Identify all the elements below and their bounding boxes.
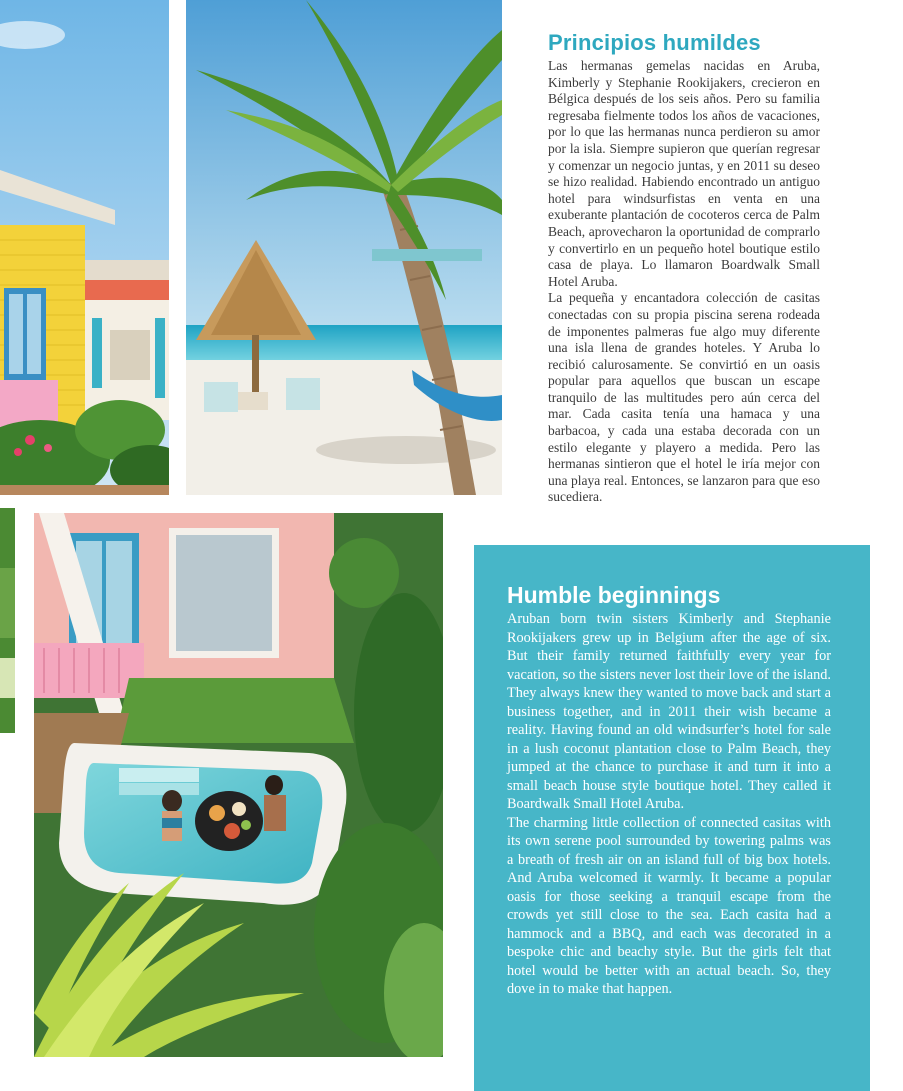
spanish-article <box>548 30 820 506</box>
english-heading: Humble beginnings <box>507 582 721 608</box>
beach-palm-photo <box>186 0 502 495</box>
english-paragraph-1: Aruban born twin sisters Kimberly and Stephanie Rookijakers grew up in Belgium after the age of six. But their family returned faithfully every year for vacation, so the sisters never lost their love of the island. They always knew they wanted to move back and start a business together, and in 2011 their wish became a reality. Having found an old windsurfer’s hotel for sale in a lush coconut plantation close to Palm Beach, they jumped at the chance to purchase it and turn it into a small beach house style boutique hotel. They called it Boardwalk Small Hotel Aruba. <box>507 611 831 812</box>
pool-photo <box>34 513 443 1057</box>
garden-strip-photo <box>0 508 15 733</box>
spanish-paragraph-2: La pequeña y encantadora colección de casitas conectadas con su propia piscina serena rodeada de imponentes palmeras fue algo muy diferente una isla llena de grandes hoteles. Y Aruba lo recibió calurosamente. Se convirtió en un oasis popular para aquellos que buscan un escape tranquilo de las multitudes pero aún cerca del mar. Cada casita tenía una hamaca y una barbacoa, y cada una estaba decorada con un estilo elegante y playero a medida. Pero las hermanas sintieron que el hotel le iría mejor con una playa real. Entonces, se lanzaron para que eso sucediera. <box>548 290 820 505</box>
spanish-heading: Principios humildes <box>548 30 761 55</box>
english-text-box <box>474 545 870 1091</box>
english-article <box>507 582 831 999</box>
english-paragraph-2: The charming little collection of connected casitas with its own serene pool surrounded by towering palms was a breath of fresh air on an island full of big box hotels. And Aruba welcomed it warmly. It became a popular oasis for those seeking a tranquil escape from the crowds yet still close to the sea. Each casita had a hammock and a BBQ, and each was decorated in a bespoke chic and beachy style. But the girls felt that hotel would be better with an actual beach. So, they dove in to make that happen. <box>507 814 831 997</box>
spanish-paragraph-1: Las hermanas gemelas nacidas en Aruba, Kimberly y Stephanie Rookijakers, crecieron en Bélgica después de los seis años. Pero su familia regresaba fielmente todos los años de vacaciones, por lo que las hermanas nunca perdieron su amor por la isla. Siempre supieron que querían regresar y comenzar un negocio juntas, y en 2011 su deseo se hizo realidad. Habiendo encontrado un antiguo hotel para windsurfistas en venta en una exuberante plantación de cocoteros cerca de Palm Beach, aprovecharon la oportunidad de comprarlo y convertirlo en un pequeño hotel boutique estilo casa de playa. Lo llamaron Boardwalk Small Hotel Aruba. <box>548 58 820 289</box>
casita-photo <box>0 0 169 495</box>
